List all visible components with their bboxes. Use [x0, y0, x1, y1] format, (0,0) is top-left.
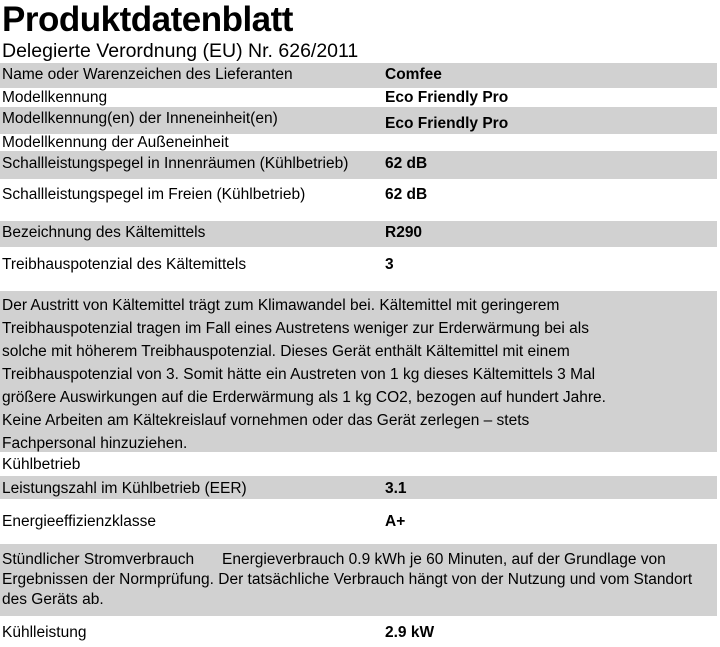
row-value: 62 dB [385, 155, 428, 172]
row-value: 2.9 kW [385, 624, 435, 641]
row-value: Comfee [385, 66, 442, 83]
row-label: Modellkennung der Außeneinheit [2, 134, 229, 151]
row-value: R290 [385, 224, 423, 241]
row-label: Modellkennung [2, 89, 108, 106]
regulation-reference: Delegierte Verordnung (EU) Nr. 626/2011 [2, 40, 359, 62]
refrigerant-note-block [0, 291, 717, 452]
row-label: Name oder Warenzeichen des Lieferanten [2, 66, 293, 83]
table-row-supplier-name [0, 63, 717, 88]
hourly-text: Energieverbrauch 0.9 kWh je 60 Minuten, auf der Grundlage von [222, 551, 666, 568]
table-row-sound-power-indoor [0, 151, 717, 179]
note-line: Fachpersonal hinzuziehen. [2, 435, 188, 452]
row-label: Modellkennung(en) der Inneneinheit(en) [2, 110, 278, 127]
table-row-refrigerant-name [0, 221, 717, 247]
note-line: Treibhauspotenzial tragen im Fall eines Austretens weniger zur Erderwärmung bei als [2, 320, 589, 337]
row-value: 62 dB [385, 186, 428, 203]
section-label: Kühlbetrieb [2, 456, 81, 473]
table-row-eer [0, 476, 717, 499]
row-label: Treibhauspotenzial des Kältemittels [2, 256, 247, 273]
table-row-gwp [0, 247, 717, 291]
row-label: Kühlleistung [2, 624, 87, 641]
row-value: 3.1 [385, 480, 407, 497]
note-line: Keine Arbeiten am Kältekreislauf vornehmen oder das Gerät zerlegen – stets [2, 412, 530, 429]
note-line: Der Austritt von Kältemittel trägt zum Klimawandel bei. Kältemittel mit geringerem [2, 297, 560, 314]
hourly-line [2, 550, 707, 570]
row-label: Stündlicher Stromverbrauch [2, 551, 195, 568]
table-row-model-identifier [0, 88, 717, 107]
table-row-indoor-unit-model [0, 107, 717, 134]
row-label: Leistungszahl im Kühlbetrieb (EER) [2, 480, 247, 497]
table-row-outdoor-unit-model [0, 134, 717, 151]
hourly-consumption-block [0, 544, 717, 616]
table-row-sound-power-outdoor [0, 179, 717, 221]
note-line: größere Auswirkungen auf die Erderwärmung als 1 kg CO2, bezogen auf hundert Jahre. [2, 389, 606, 406]
row-value: A+ [385, 513, 406, 530]
row-value: Eco Friendly Pro [385, 115, 509, 132]
row-label: Energieeffizienzklasse [2, 513, 156, 530]
section-header-cooling-mode [0, 452, 717, 476]
table-row-energy-class [0, 499, 717, 544]
row-value: Eco Friendly Pro [385, 89, 509, 106]
note-line: Treibhauspotenzial von 3. Somit hätte ein Austreten von 1 kg dieses Kältemittels 3 Mal [2, 366, 596, 383]
row-label: Bezeichnung des Kältemittels [2, 224, 206, 241]
row-label: Schallleistungspegel im Freien (Kühlbetrieb) [2, 186, 306, 203]
page-title: Produktdatenblatt [2, 0, 293, 39]
hourly-line: Ergebnissen der Normprüfung. Der tatsächliche Verbrauch hängt von der Nutzung und vom Standort [2, 571, 693, 588]
product-data-table [0, 63, 717, 646]
row-label: Schallleistungspegel in Innenräumen (Kühlbetrieb) [2, 155, 349, 172]
hourly-line: des Geräts ab. [2, 591, 104, 608]
document-header [0, 0, 720, 63]
table-row-cooling-capacity [0, 616, 717, 646]
row-value: 3 [385, 256, 394, 273]
note-line: solche mit höherem Treibhauspotenzial. Dieses Gerät enthält Kältemittel mit einem [2, 343, 570, 360]
